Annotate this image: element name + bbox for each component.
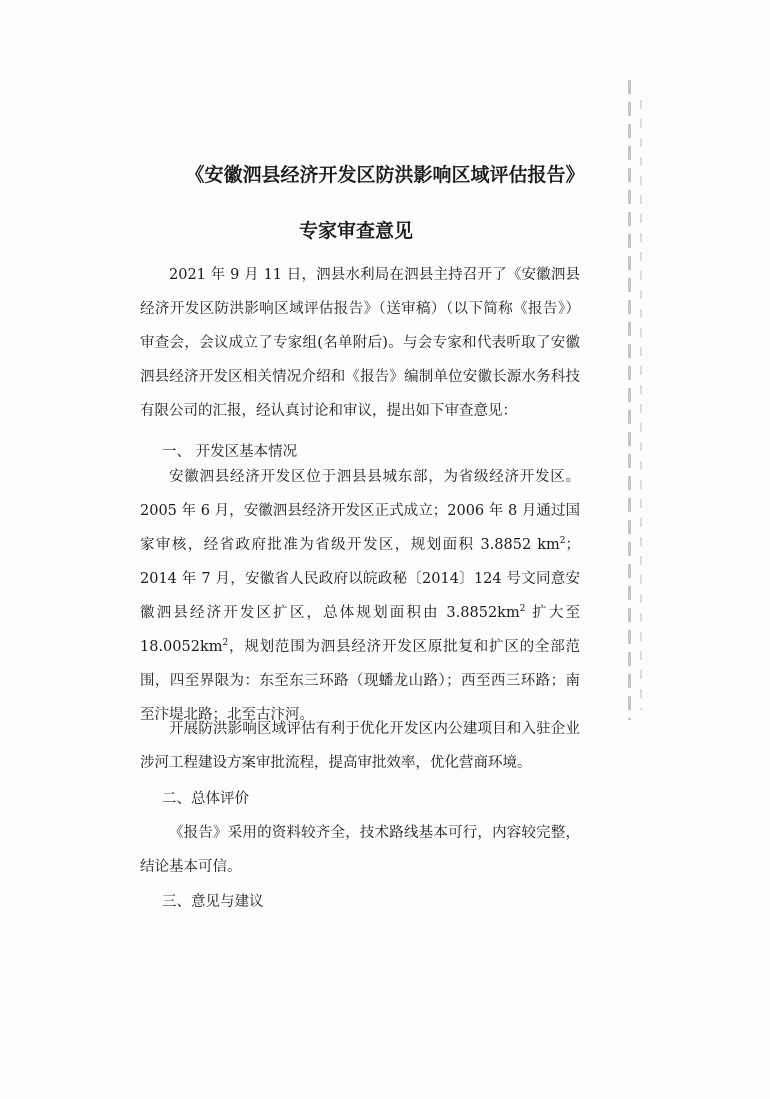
intro-paragraph: 2021 年 9 月 11 日，泗县水利局在泗县主持召开了《安徽泗县经济开发区防洪影响区域评估报告》（送审稿）（以下简称《报告》）审查会，会议成立了专家组(名单附后)。与会专家和代表听取了安徽泗县经济开发区相关情况介绍和《报告》编制单位安徽长源水务科技有限公司的汇报，经认真讨论和审议，提出如下审查意见： bbox=[140, 267, 580, 419]
section-2-block bbox=[140, 782, 580, 816]
section-2-body bbox=[140, 816, 580, 884]
text-run: ；2014 年 7 月，安徽省人民政府以皖政秘〔2014〕124 号文同意安徽泗县经济开发区扩区，总体规划面积由 3.8852km bbox=[140, 537, 580, 621]
superscript: 2 bbox=[519, 604, 526, 615]
section-2-heading: 二、总体评价 bbox=[162, 791, 249, 807]
document-title: 《安徽泗县经济开发区防洪影响区域评估报告》 bbox=[185, 164, 585, 186]
superscript: 2 bbox=[559, 536, 566, 547]
section-2-paragraph: 《报告》采用的资料较齐全，技术路线基本可行，内容较完整，结论基本可信。 bbox=[140, 825, 580, 875]
section-3-heading: 三、意见与建议 bbox=[162, 894, 264, 910]
scan-artifact bbox=[640, 100, 642, 710]
text-run: ，规划范围为泗县经济开发区原批复和扩区的全部范围，四至界限为：东至东三环路（现蟠龙山路）；西至西三环路；南至汴堤北路；北至古汴河。 bbox=[140, 639, 580, 723]
section-1-paragraph-2: 开展防洪影响区域评估有利于优化开发区内公建项目和入驻企业涉河工程建设方案审批流程，提高审批效率，优化营商环境。 bbox=[140, 721, 580, 771]
text-run: 安徽泗县经济开发区位于泗县县城东部，为省级经济开发区。2005 年 6 月，安徽泗县经济开发区正式成立；2006 年 8 月通过国家审核，经省政府批准为省级开发区，规划面积 3.8852 km bbox=[140, 469, 580, 553]
section-1-paragraph-1 bbox=[140, 460, 580, 732]
document-subtitle: 专家审查意见 bbox=[298, 220, 413, 242]
text-run: 扩大至 18.0052km bbox=[140, 605, 580, 655]
section-3-block bbox=[140, 885, 580, 919]
section-1-heading: 一、 开发区基本情况 bbox=[162, 444, 298, 460]
intro-paragraph-block bbox=[140, 258, 580, 428]
section-1-body-2 bbox=[140, 712, 580, 780]
superscript: 2 bbox=[222, 638, 229, 649]
section-1-body bbox=[140, 460, 580, 732]
